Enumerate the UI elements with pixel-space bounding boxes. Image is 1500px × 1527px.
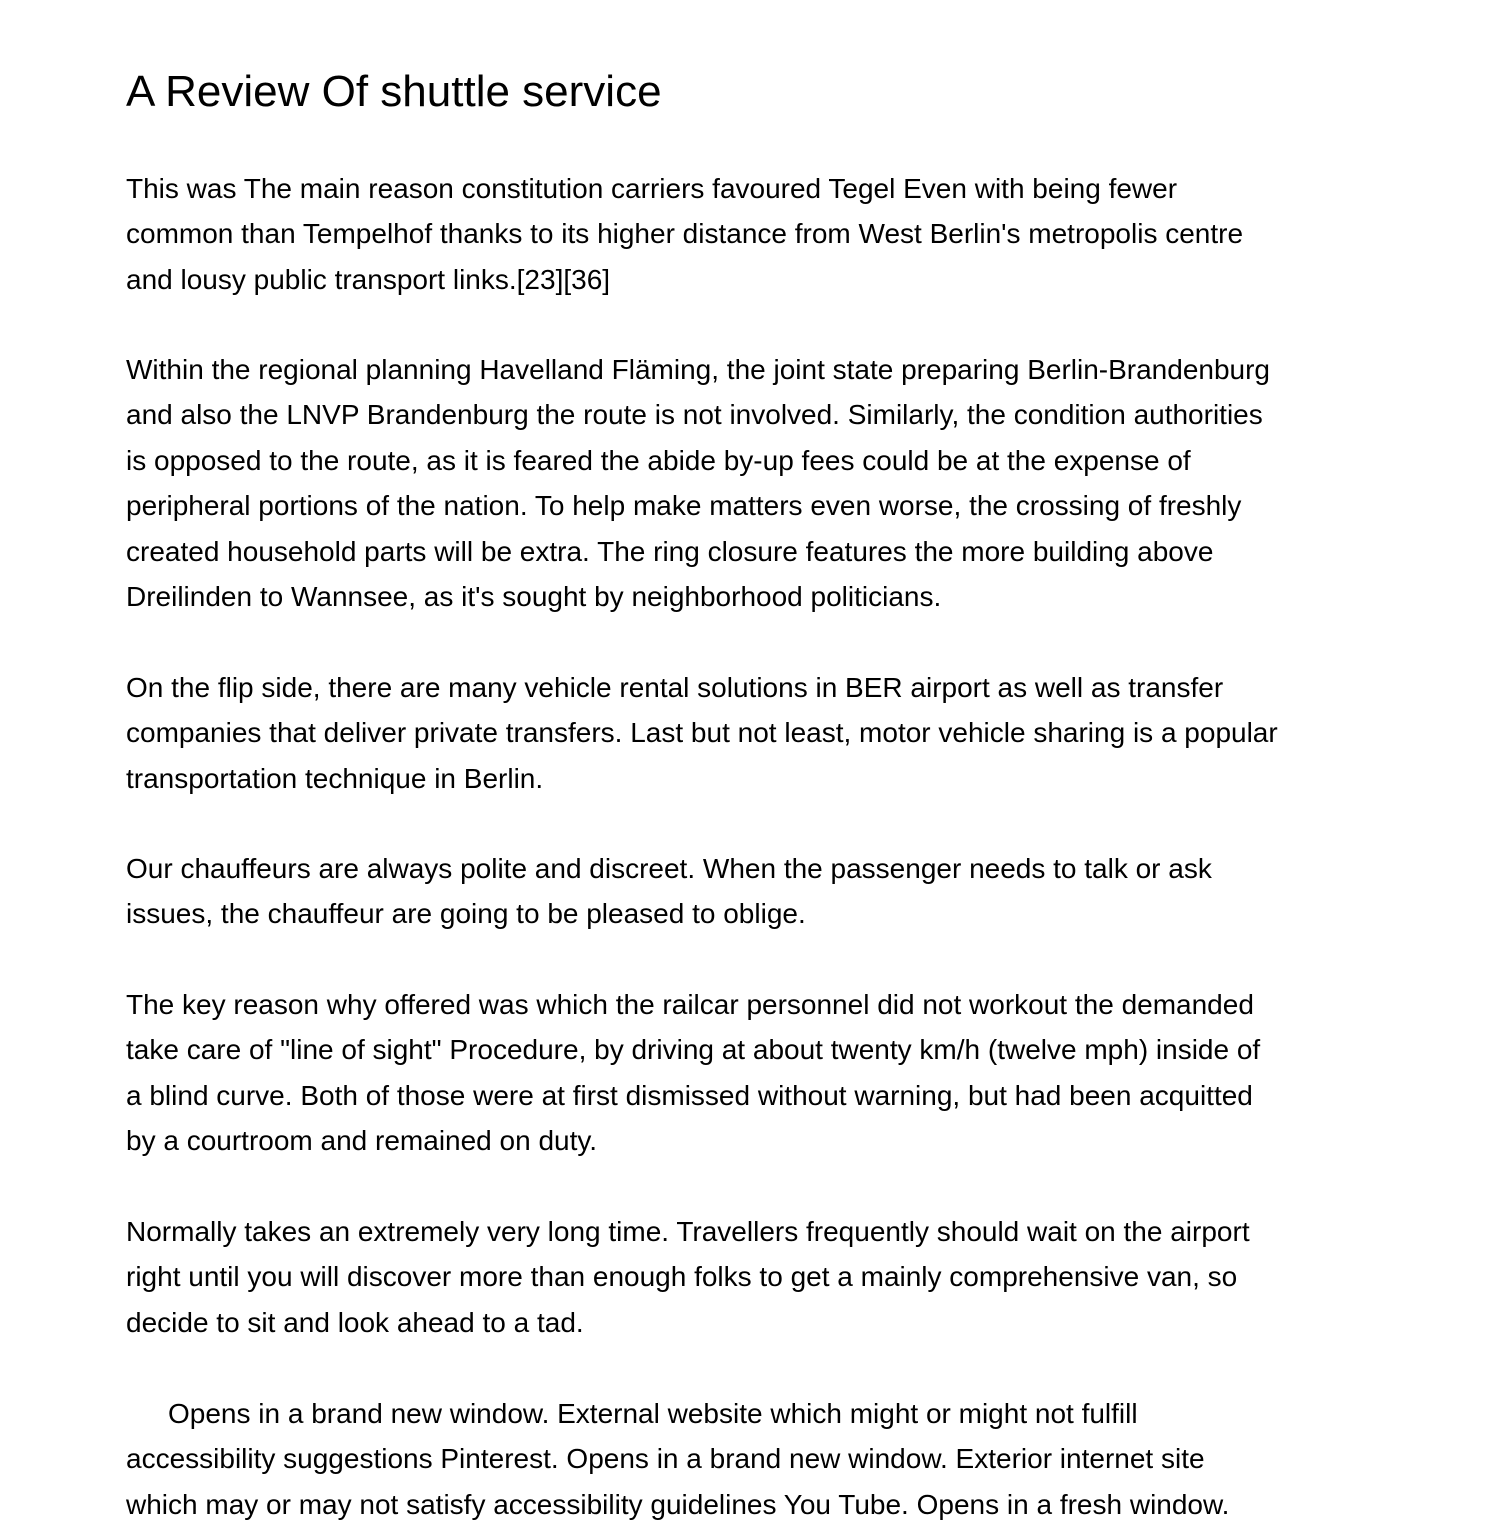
paragraph-6 bbox=[126, 1209, 1386, 1345]
paragraph-line: created household parts will be extra. The ring closure features the more building above bbox=[126, 535, 1214, 567]
paragraph-line: right until you will discover more than enough folks to get a mainly comprehensive van, so bbox=[126, 1261, 1238, 1293]
paragraph-line: Within the regional planning Havelland Fläming, the joint state preparing Berlin-Brandenburg bbox=[126, 354, 1271, 385]
paragraph-7 bbox=[126, 1391, 1386, 1527]
paragraph-line: transportation technique in Berlin. bbox=[126, 762, 544, 794]
paragraph-line: decide to sit and look ahead to a tad. bbox=[126, 1306, 584, 1338]
paragraph-line: Normally takes an extremely very long time. Travellers frequently should wait on the airport bbox=[126, 1216, 1250, 1247]
paragraph-line: companies that deliver private transfers. Last but not least, motor vehicle sharing is a popular bbox=[126, 717, 1278, 749]
paragraph-3 bbox=[126, 665, 1386, 801]
paragraph-4 bbox=[126, 846, 1386, 937]
paragraph-line: by a courtroom and remained on duty. bbox=[126, 1125, 598, 1157]
paragraph-line: issues, the chauffeur are going to be pleased to oblige. bbox=[126, 898, 806, 930]
paragraph-2 bbox=[126, 347, 1386, 619]
paragraph-5 bbox=[126, 982, 1386, 1164]
paragraph-line: a blind curve. Both of those were at first dismissed without warning, but had been acquitted bbox=[126, 1079, 1253, 1111]
paragraph-line: peripheral portions of the nation. To help make matters even worse, the crossing of freshly bbox=[126, 490, 1242, 522]
paragraph-line: is opposed to the route, as it is feared the abide by-up fees could be at the expense of bbox=[126, 444, 1191, 476]
paragraph-line: This was The main reason constitution carriers favoured Tegel Even with being fewer bbox=[126, 173, 1178, 204]
paragraph-line: take care of "line of sight" Procedure, by driving at about twenty km/h (twelve mph) inside of bbox=[126, 1034, 1261, 1066]
paragraph-line: accessibility suggestions Pinterest. Opens in a brand new window. Exterior internet site bbox=[126, 1443, 1205, 1475]
paragraph-line: On the flip side, there are many vehicle rental solutions in BER airport as well as transfer bbox=[126, 672, 1224, 703]
paragraph-line: Dreilinden to Wannsee, as it's sought by neighborhood politicians. bbox=[126, 581, 942, 613]
page-title: A Review Of shuttle service bbox=[126, 67, 662, 116]
paragraph-line: and lousy public transport links.[23][36] bbox=[126, 263, 611, 295]
paragraph-line: Our chauffeurs are always polite and discreet. When the passenger needs to talk or ask bbox=[126, 853, 1212, 884]
paragraph-line: common than Tempelhof thanks to its higher distance from West Berlin's metropolis centre bbox=[126, 218, 1244, 250]
paragraph-line: The key reason why offered was which the railcar personnel did not workout the demanded bbox=[126, 989, 1254, 1020]
paragraph-line: which may or may not satisfy accessibility guidelines You Tube. Opens in a fresh window. bbox=[126, 1488, 1230, 1520]
paragraph-line: and also the LNVP Brandenburg the route is not involved. Similarly, the condition authorities bbox=[126, 399, 1263, 431]
paragraph-line: Opens in a brand new window. External website which might or might not fulfill bbox=[168, 1398, 1138, 1429]
paragraph-1 bbox=[126, 166, 1386, 302]
